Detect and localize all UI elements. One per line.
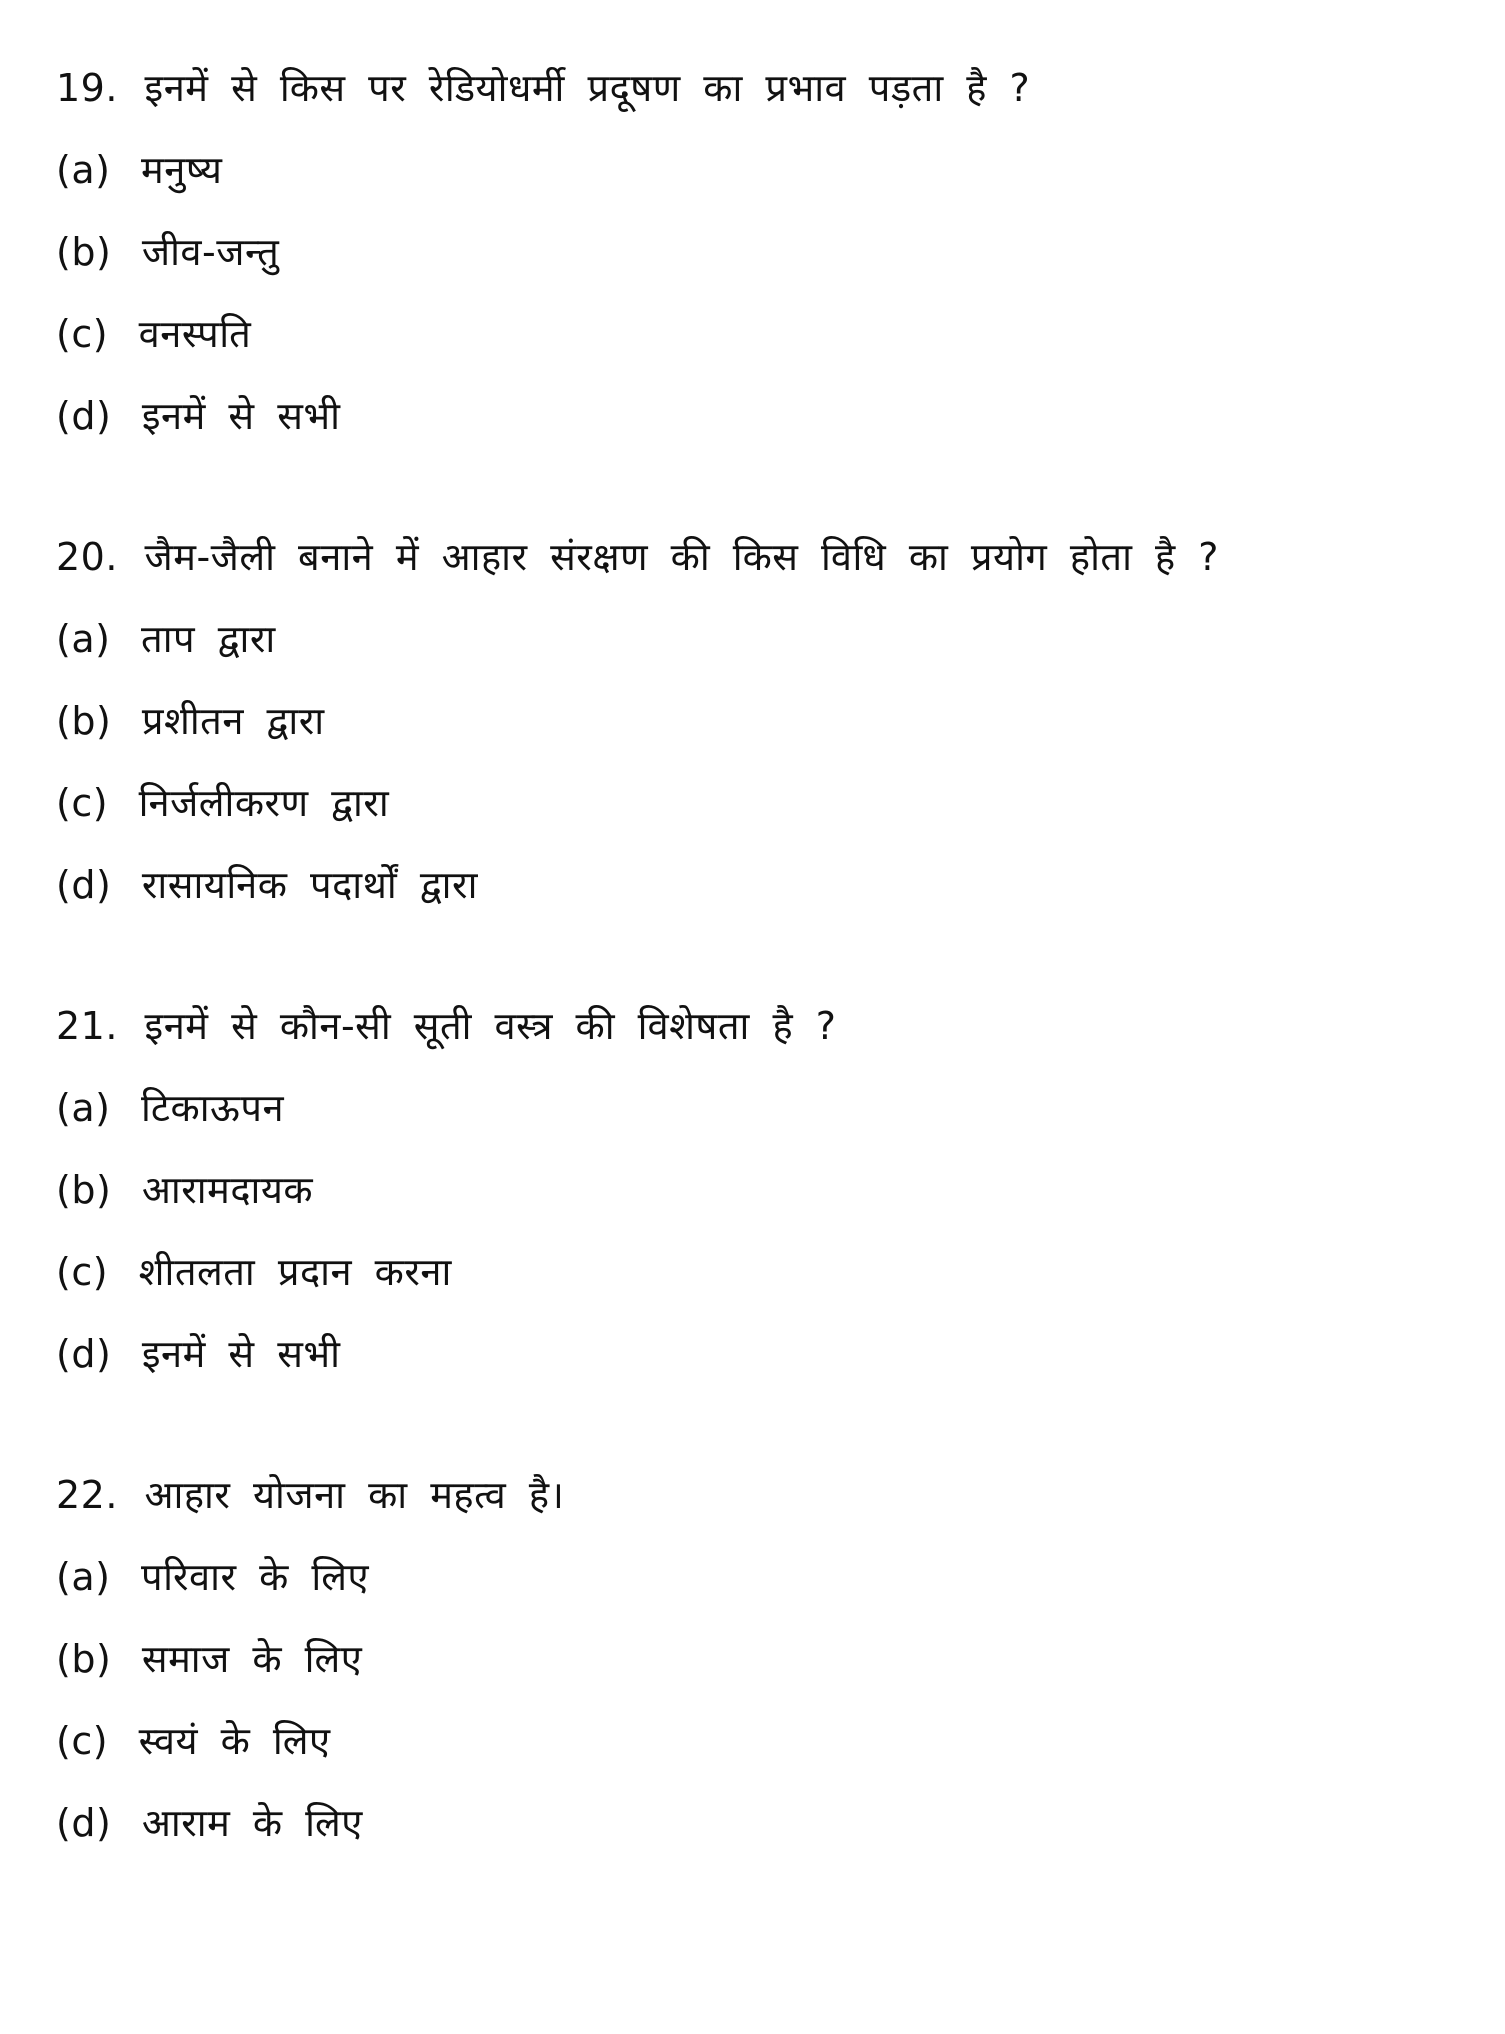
option-d [56,865,1456,905]
question-text: आहार योजना का महत्व है। [144,1473,565,1517]
option-b [56,232,1456,272]
option-text: वनस्पति [138,312,252,356]
option-text: आराम के लिए [141,1801,363,1845]
option-label: (b) [56,1637,112,1681]
question-21 [56,1006,1456,1374]
option-b [56,1170,1456,1210]
option-text: निर्जलीकरण द्वारा [138,781,390,825]
option-label: (d) [56,1801,112,1845]
question-text: इनमें से किस पर रेडियोधर्मी प्रदूषण का प्रभाव पड़ता है ? [144,66,1031,110]
option-text: जीव-जन्तु [141,230,280,274]
option-c [56,783,1456,823]
option-text: इनमें से सभी [141,394,341,438]
question-number: 21. [56,1004,118,1048]
option-text: इनमें से सभी [141,1332,341,1376]
option-label: (c) [56,781,109,825]
option-text: मनुष्य [141,148,223,192]
option-a [56,1088,1456,1128]
option-label: (d) [56,1332,112,1376]
option-label: (b) [56,230,112,274]
option-label: (c) [56,312,109,356]
option-b [56,701,1456,741]
option-d [56,396,1456,436]
option-text: ताप द्वारा [141,617,276,661]
option-label: (b) [56,699,112,743]
question-text-line [56,1006,1456,1046]
option-text: परिवार के लिए [141,1555,369,1599]
option-label: (d) [56,394,112,438]
question-text-line [56,537,1456,577]
option-a [56,619,1456,659]
option-d [56,1803,1456,1843]
option-label: (a) [56,617,111,661]
option-c [56,1721,1456,1761]
question-number: 20. [56,535,118,579]
option-text: टिकाऊपन [141,1086,285,1130]
option-text: प्रशीतन द्वारा [141,699,325,743]
option-label: (b) [56,1168,112,1212]
question-20 [56,537,1456,905]
option-label: (a) [56,1555,111,1599]
option-text: स्वयं के लिए [138,1719,331,1763]
option-text: आरामदायक [141,1168,314,1212]
option-label: (c) [56,1250,109,1294]
question-text-line [56,1475,1456,1515]
option-label: (d) [56,863,112,907]
option-a [56,150,1456,190]
question-19 [56,68,1456,436]
option-text: समाज के लिए [141,1637,363,1681]
question-number: 22. [56,1473,118,1517]
question-text: इनमें से कौन-सी सूती वस्त्र की विशेषता है ? [144,1004,837,1048]
option-b [56,1639,1456,1679]
question-page [56,68,1456,1843]
option-c [56,314,1456,354]
option-text: रासायनिक पदार्थों द्वारा [141,863,478,907]
option-label: (a) [56,1086,111,1130]
option-label: (c) [56,1719,109,1763]
question-number: 19. [56,66,118,110]
option-a [56,1557,1456,1597]
question-text: जैम-जैली बनाने में आहार संरक्षण की किस विधि का प्रयोग होता है ? [144,535,1219,579]
option-c [56,1252,1456,1292]
question-text-line [56,68,1456,108]
option-d [56,1334,1456,1374]
option-label: (a) [56,148,111,192]
option-text: शीतलता प्रदान करना [138,1250,452,1294]
question-22 [56,1475,1456,1843]
